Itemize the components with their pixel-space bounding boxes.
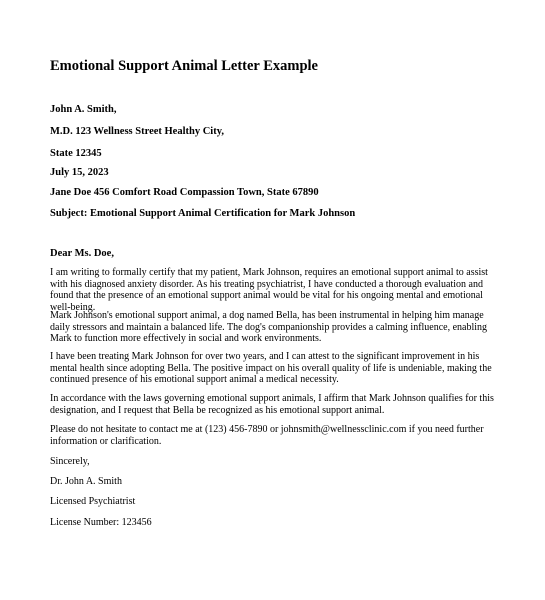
closing: Sincerely, [50, 456, 90, 467]
body-paragraph-4: In accordance with the laws governing emotional support animals, I affirm that Mark Johnson qualifies for this designation, and I request that Bella be recognized as his emotional support animal. [50, 393, 494, 416]
license-number: License Number: 123456 [50, 517, 152, 528]
salutation: Dear Ms. Doe, [50, 248, 114, 259]
letter-subject: Subject: Emotional Support Animal Certification for Mark Johnson [50, 208, 356, 219]
signature-name: Dr. John A. Smith [50, 476, 122, 487]
sender-address: M.D. 123 Wellness Street Healthy City, [50, 126, 225, 137]
letter-date: July 15, 2023 [50, 167, 109, 178]
sender-state: State 12345 [50, 148, 102, 159]
body-paragraph-5: Please do not hesitate to contact me at (123) 456-7890 or johnsmith@wellnessclinic.com if you need further information or clarification. [50, 424, 484, 447]
body-paragraph-1: I am writing to formally certify that my patient, Mark Johnson, requires an emotional support animal to assist with his diagnosed anxiety disorder. As his treating psychiatrist, I have conducted a thorough evaluation and found that the presence of an emotional support animal would be vital for his ongoing mental and emotional well-being. [50, 267, 488, 313]
sender-name: John A. Smith, [50, 104, 117, 115]
document-title: Emotional Support Animal Letter Example [50, 58, 318, 74]
recipient-address: Jane Doe 456 Comfort Road Compassion Town, State 67890 [50, 187, 319, 198]
signature-title: Licensed Psychiatrist [50, 496, 136, 507]
body-paragraph-2: Mark Johnson's emotional support animal, a dog named Bella, has been instrumental in helping him manage daily stressors and maintain a balanced life. The dog's companionship provides a calming influence, enabling Mark to function more effectively in social and work environments. [50, 310, 488, 344]
body-paragraph-3: I have been treating Mark Johnson for over two years, and I can attest to the significant improvement in his mental health since adopting Bella. The positive impact on his overall quality of life is undeniable, making the continued presence of his emotional support animal a medical necessity. [50, 351, 492, 385]
